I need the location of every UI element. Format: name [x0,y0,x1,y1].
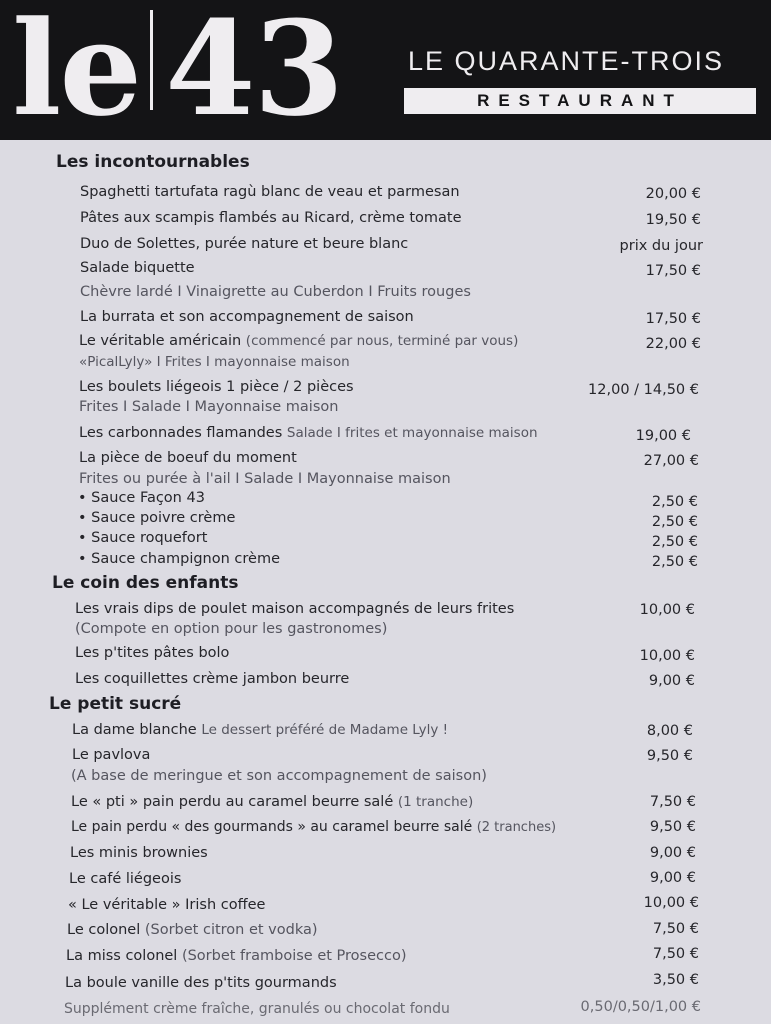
logo-le: le [12,0,141,145]
section-title: Le petit sucré [49,694,182,714]
menu-item-price: 19,50 € [645,212,701,228]
menu-item-name: Le café liégeois [69,871,182,887]
menu-item-price: 3,50 € [652,972,699,988]
menu-item-price: 12,00 / 14,50 € [588,382,699,398]
menu-item-name: Les boulets liégeois 1 pièce / 2 pièces [79,379,354,395]
menu-item-price: 9,50 € [646,748,693,764]
menu-item-name: Duo de Solettes, purée nature et beure blanc [80,236,409,252]
menu-item-name: • Sauce poivre crème [78,510,236,526]
menu-item-price: 7,50 € [649,794,696,810]
menu-item-title: La miss colonel [66,948,178,964]
menu-supplement-price: 0,50/0,50/1,00 € [580,999,701,1015]
menu-item-price: 19,00 € [635,428,691,444]
menu-item-name: Les minis brownies [70,845,208,861]
menu-item-price: 2,50 € [651,554,698,570]
menu-item-price: 9,00 € [649,845,696,861]
menu-item-price: 7,50 € [652,921,699,937]
menu-item-name: Les vrais dips de poulet maison accompagnés de leurs frites [75,601,515,617]
menu-item-price: 10,00 € [639,602,695,618]
menu-item-name [67,922,318,938]
menu-item-name: Spaghetti tartufata ragù blanc de veau et parmesan [80,184,460,200]
menu-item-extra: Le dessert préféré de Madame Lyly ! [201,722,449,738]
menu-item-name [71,794,473,810]
menu-item-detail: «PicalLyly» I Frites I mayonnaise maison [79,354,350,370]
menu-item-name: La pièce de boeuf du moment [79,450,297,466]
menu-item-name: Pâtes aux scampis flambés au Ricard, crème tomate [80,210,462,226]
menu-item-name [79,333,518,349]
menu-item-extra: (Sorbet citron et vodka) [144,922,318,938]
menu-item-name: La burrata et son accompagnement de saison [80,309,414,325]
menu-item-price: 9,00 € [649,870,696,886]
menu-item-extra: (1 tranche) [397,794,474,810]
menu-item-price: 7,50 € [652,946,699,962]
menu-item-detail: (Compote en option pour les gastronomes) [75,621,388,637]
menu-item-price: 17,50 € [645,311,701,327]
menu-item-extra: Salade I frites et mayonnaise maison [286,425,538,441]
menu-item-price: 22,00 € [645,336,701,352]
menu-item-title: Le colonel [67,922,141,938]
menu-item-name: Les coquillettes crème jambon beurre [75,671,350,687]
menu-item-title: Les carbonnades flamandes [79,425,283,441]
menu-item-detail: Frites ou purée à l'ail I Salade I Mayonnaise maison [79,471,451,487]
menu-item-price: 8,00 € [646,723,693,739]
menu-item-title: Le pain perdu « des gourmands » au caramel beurre salé [71,819,473,835]
menu-item-name: • Sauce Façon 43 [78,490,205,506]
menu-item-name: Le pavlova [72,747,151,763]
menu-item-name: « Le véritable » Irish coffee [68,897,266,913]
menu-item-price: 9,00 € [648,673,695,689]
menu-item-detail: (A base de meringue et son accompagnement de saison) [71,768,487,784]
menu-item-price: 20,00 € [645,186,701,202]
menu-item-extra: (Sorbet framboise et Prosecco) [181,948,407,964]
menu-item-price: 27,00 € [643,453,699,469]
menu-item-price: 2,50 € [651,494,698,510]
section-title: Le coin des enfants [52,573,239,593]
menu-item-extra: (commencé par nous, terminé par vous) [245,333,519,349]
menu-item-name: • Sauce roquefort [78,530,208,546]
menu-item-name: Salade biquette [80,260,195,276]
menu-item-price: 10,00 € [643,895,699,911]
logo-number: 43 [165,0,343,145]
menu-item-price: 9,50 € [649,819,696,835]
menu-item-name: • Sauce champignon crème [78,551,280,567]
menu-item-name [71,819,556,835]
menu-item-title: La dame blanche [72,722,197,738]
menu-item-name [72,722,448,738]
menu-item-price: 17,50 € [645,263,701,279]
menu-item-price: 2,50 € [651,514,698,530]
menu-item-price: 10,00 € [639,648,695,664]
menu-item-price: prix du jour [619,238,703,254]
menu-item-name [79,425,538,441]
menu-item-title: Le « pti » pain perdu au caramel beurre salé [71,794,394,810]
restaurant-tag: RESTAURANT [404,88,756,114]
menu-item-name [66,948,406,964]
menu-item-price: 2,50 € [651,534,698,550]
restaurant-subtitle: LE QUARANTE-TROIS [408,46,725,76]
menu-item-detail: Chèvre lardé I Vinaigrette au Cuberdon I Fruits rouges [80,284,471,300]
section-title: Les incontournables [56,152,250,172]
menu-item-name: Les p'tites pâtes bolo [75,645,230,661]
menu-supplement-note: Supplément crème fraîche, granulés ou chocolat fondu [64,1001,450,1017]
menu-item-title: Le véritable américain [79,333,242,349]
menu-item-name: La boule vanille des p'tits gourmands [65,975,337,991]
menu-item-extra: (2 tranches) [476,820,557,835]
menu-item-detail: Frites I Salade I Mayonnaise maison [79,399,339,415]
